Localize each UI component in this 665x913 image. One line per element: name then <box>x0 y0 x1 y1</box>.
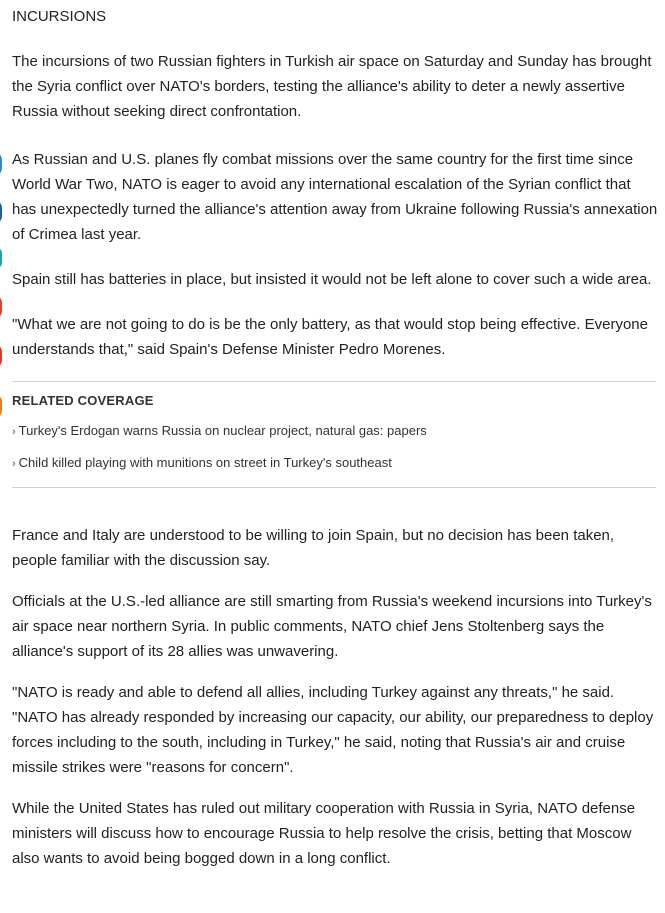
article-paragraph: Officials at the U.S.-led alliance are still smarting from Russia's weekend incursions into Turkey's air space near northern Syria. In public comments, NATO chief Jens Stoltenberg says the alliance's support of its 28 allies was unwavering. <box>12 593 652 660</box>
side-share-marker[interactable] <box>0 200 2 224</box>
article-paragraph: "NATO is ready and able to defend all allies, including Turkey against any threats," he said. "NATO has already responded by increasing our capacity, our ability, our preparedness to deploy forces including to the south, including in Turkey," he said, noting that Russia's air and cruise missile strikes were "reasons for concern". <box>12 684 654 776</box>
article-paragraph: France and Italy are understood to be willing to join Spain, but no decision has been taken, people familiar with the discussion say. <box>12 527 615 569</box>
related-link-text[interactable]: Turkey's Erdogan warns Russia on nuclear project, natural gas: papers <box>18 423 427 438</box>
side-share-marker[interactable] <box>0 246 2 270</box>
article-paragraph: While the United States has ruled out military cooperation with Russia in Syria, NATO defense ministers will discuss how to encourage Russia to help resolve the crisis, betting that Moscow also wants to avoid being bogged down in a long conflict. <box>12 800 636 867</box>
article-paragraph: Spain still has batteries in place, but insisted it would not be left alone to cover such a wide area. <box>12 271 652 288</box>
article-paragraph: "What we are not going to do is be the only battery, as that would stop being effective. Everyone understands that," said Spain's Defense Minister Pedro Morenes. <box>12 316 648 358</box>
side-share-marker[interactable] <box>0 394 2 418</box>
section-heading: INCURSIONS <box>12 8 107 25</box>
article-paragraph: As Russian and U.S. planes fly combat missions over the same country for the first time since World War Two, NATO is eager to avoid any international escalation of the Syrian conflict that has unexpectedly turned the alliance's attention away from Ukraine following Russia's annexation of Crimea last year. <box>12 151 658 243</box>
side-share-marker[interactable] <box>0 344 2 368</box>
related-link[interactable] <box>12 454 656 473</box>
article-paragraph: The incursions of two Russian fighters in Turkish air space on Saturday and Sunday has brought the Syria conflict over NATO's borders, testing the alliance's ability to deter a newly assertive Russia without seeking direct confrontation. <box>12 53 652 120</box>
chevron-right-icon: › <box>12 458 16 470</box>
article-body <box>12 0 658 871</box>
side-share-marker[interactable] <box>0 295 2 319</box>
chevron-right-icon: › <box>12 426 16 438</box>
side-share-marker[interactable] <box>0 152 2 176</box>
related-coverage-box <box>12 381 656 488</box>
related-link[interactable] <box>12 422 656 441</box>
related-coverage-title: RELATED COVERAGE <box>12 393 154 408</box>
related-link-text[interactable]: Child killed playing with munitions on street in Turkey's southeast <box>18 455 392 470</box>
